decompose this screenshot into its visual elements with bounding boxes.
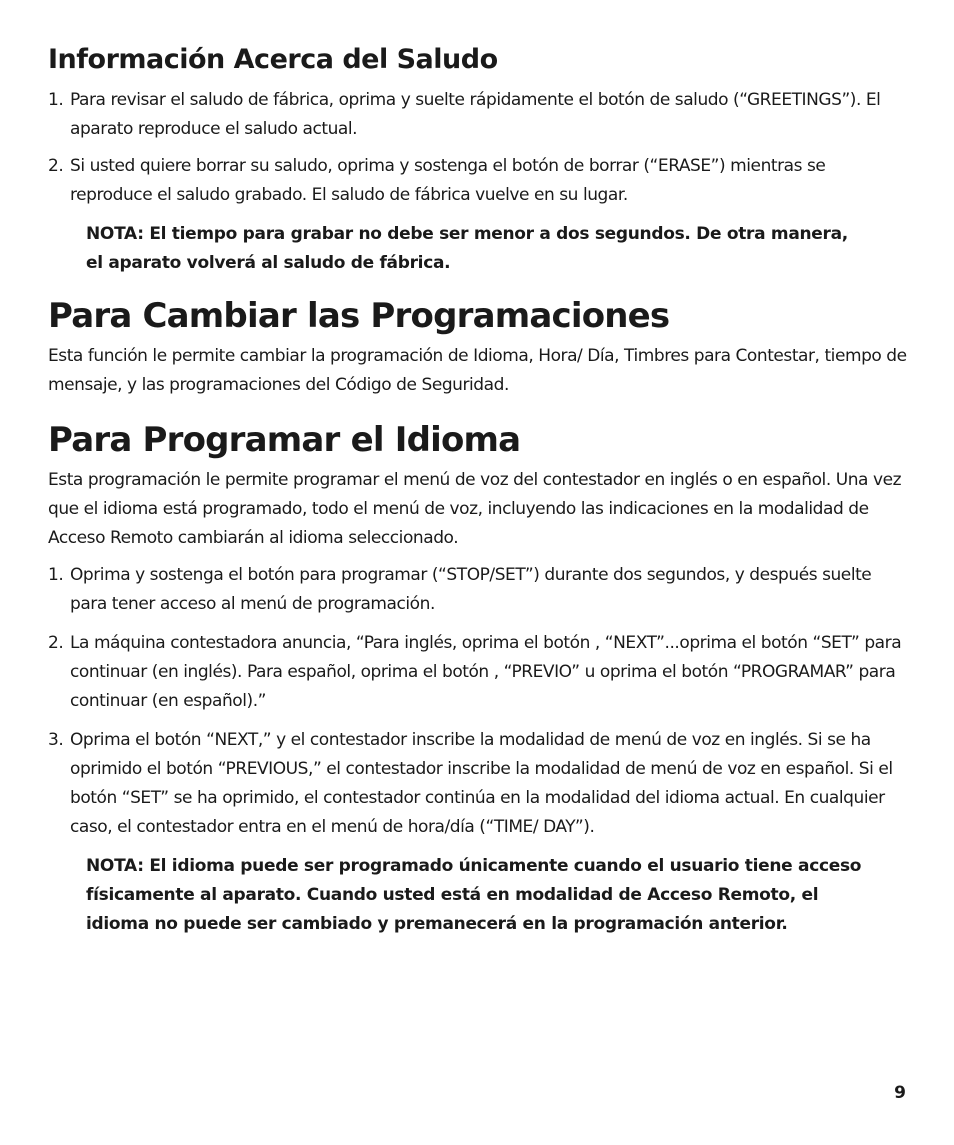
step-number: 2. bbox=[48, 633, 64, 653]
page-number: 9 bbox=[894, 1083, 906, 1103]
greeting-heading: Información Acerca del Saludo bbox=[48, 44, 498, 75]
greeting-steps bbox=[48, 86, 910, 210]
step-text: Para revisar el saludo de fábrica, oprima y suelte rápidamente el botón de saludo (“GREETINGS”). El aparato reproduce el saludo actual. bbox=[70, 90, 881, 139]
language-intro: Esta programación le permite programar el menú de voz del contestador en inglés o en español. Una vez que el idioma está programado, todo el menú de voz, incluyendo las indicaciones en la modalidad de Acceso Remoto cambiarán al idioma seleccionado. bbox=[48, 470, 902, 548]
language-step-3 bbox=[48, 726, 910, 842]
language-note: NOTA: El idioma puede ser programado únicamente cuando el usuario tiene acceso físicamente al aparato. Cuando usted está en modalidad de Acceso Remoto, el idioma no puede ser cambiado y premanecerá en la programación anterior. bbox=[86, 856, 862, 934]
step-number: 2. bbox=[48, 156, 64, 176]
language-step-1 bbox=[48, 561, 910, 619]
greeting-note: NOTA: El tiempo para grabar no debe ser menor a dos segundos. De otra manera, el aparato volverá al saludo de fábrica. bbox=[86, 224, 848, 273]
step-text: Oprima y sostenga el botón para programar (“STOP/SET”) durante dos segundos, y después suelte para tener acceso al menú de programación. bbox=[70, 565, 872, 614]
step-text: Oprima el botón “NEXT,” y el contestador inscribe la modalidad de menú de voz en inglés. Si se ha oprimido el botón “PREVIOUS,” el contestador inscribe la modalidad de menú de voz en español. Si el botón “SET” se ha oprimido, el contestador continúa en la modalidad del idioma actual. En cualquier caso, el contestador entra en el menú de hora/día (“TIME/ DAY”). bbox=[70, 730, 893, 837]
step-number: 3. bbox=[48, 730, 64, 750]
step-number: 1. bbox=[48, 565, 64, 585]
language-heading: Para Programar el Idioma bbox=[48, 420, 521, 460]
step-text: La máquina contestadora anuncia, “Para inglés, oprima el botón , “NEXT”...oprima el botón “SET” para continuar (en inglés). Para español, oprima el botón , “PREVIO” u oprima el botón “PROGRAMAR” para continuar (en español).” bbox=[70, 633, 902, 711]
manual-page bbox=[48, 40, 910, 939]
settings-heading: Para Cambiar las Programaciones bbox=[48, 296, 670, 336]
language-step-2 bbox=[48, 629, 910, 716]
language-steps bbox=[48, 561, 910, 842]
settings-intro: Esta función le permite cambiar la programación de Idioma, Hora/ Día, Timbres para Contestar, tiempo de mensaje, y las programaciones del Código de Seguridad. bbox=[48, 346, 907, 395]
step-number: 1. bbox=[48, 90, 64, 110]
greeting-step-2 bbox=[48, 152, 910, 210]
step-text: Si usted quiere borrar su saludo, oprima y sostenga el botón de borrar (“ERASE”) mientras se reproduce el saludo grabado. El saludo de fábrica vuelve en su lugar. bbox=[70, 156, 826, 205]
greeting-step-1 bbox=[48, 86, 910, 144]
